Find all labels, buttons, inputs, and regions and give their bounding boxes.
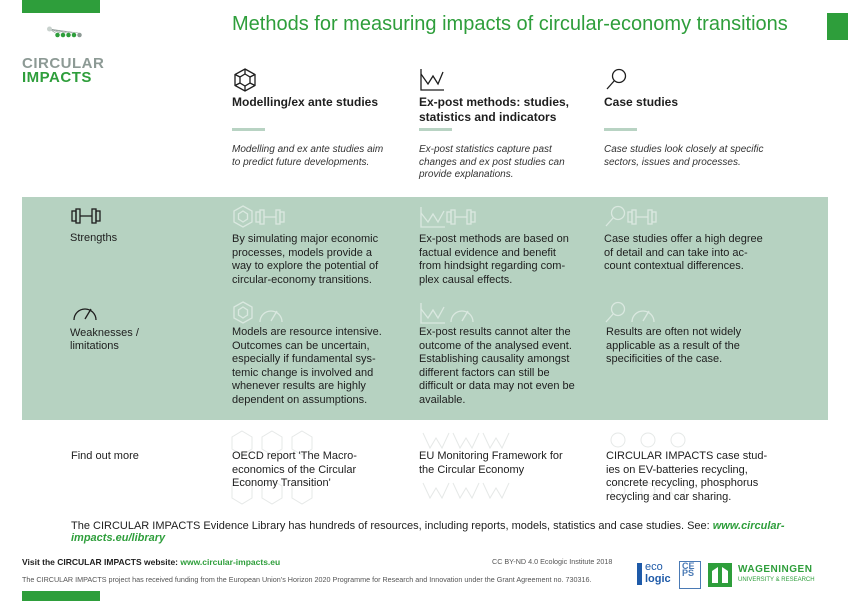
row-label-weaknesses: Weaknesses / limitations — [70, 327, 139, 352]
wageningen-mark-icon — [708, 563, 732, 587]
bottom-left-accent-bar — [22, 591, 100, 601]
expost-strength-icon — [419, 205, 479, 229]
column-description-expost: Ex-post statistics capture past changes and ex post studies can provide explanations. — [419, 144, 565, 180]
wageningen-logo-line2: UNIVERSITY & RESEARCH — [738, 577, 815, 583]
modelling-strength-icon — [232, 205, 288, 229]
evidence-library-text: The CIRCULAR IMPACTS Evidence Library has hundreds of resources, including reports, models, statistics and case studies. See: — [71, 520, 713, 532]
column-divider-modelling — [232, 128, 265, 131]
link-oecd-report[interactable]: OECD report 'The Macro- economics of the Circular Economy Transition' — [232, 450, 357, 489]
evidence-library-link[interactable]: www.circular-impacts.eu/library — [71, 520, 785, 544]
cell-case-strengths: Case studies offer a high degree of detail and can take into ac- count contextual differences. — [604, 233, 763, 272]
expost-weakness-icon — [419, 302, 479, 324]
hexagon-network-icon — [232, 68, 258, 92]
circular-impacts-logo-icon — [22, 26, 112, 56]
row-label-find-out-more: Find out more — [71, 450, 139, 462]
top-left-accent-bar — [22, 0, 100, 13]
case-strength-icon — [604, 205, 660, 229]
dumbbell-icon — [70, 208, 102, 224]
column-heading-expost: Ex-post methods: studies, statistics and indicators — [419, 95, 570, 124]
cell-modelling-weaknesses: Models are resource intensive. Outcomes can be uncertain, especially if fundamental sys- temic change is involved and whenever results are highly dependent on assumptions. — [232, 326, 382, 406]
top-right-accent-bar — [827, 13, 848, 40]
column-description-modelling: Modelling and ex ante studies aim to predict future developments. — [232, 144, 384, 168]
logo-wordmark-line2: IMPACTS — [22, 69, 92, 86]
logo-wordmark-line1: CIRCULAR — [22, 55, 105, 72]
column-description-case-studies: Case studies look closely at specific sectors, issues and processes. — [604, 144, 764, 168]
column-divider-expost — [419, 128, 452, 131]
ceps-logo-text: CEPS — [682, 561, 695, 578]
magnifier-icon — [604, 68, 630, 92]
ecologic-logo-line2: logic — [645, 573, 671, 585]
evidence-library-note — [71, 520, 848, 544]
footer-funding-note: The CIRCULAR IMPACTS project has received funding from the European Union’s Horizon 2020 Programme for Research and Innovation under the Grant Agreement no. 730316. — [22, 575, 592, 584]
wageningen-logo-line1: WAGENINGEN — [738, 564, 813, 575]
cell-case-weaknesses: Results are often not widely applicable as a result of the specificities of the case. — [606, 326, 742, 365]
ecologic-logo — [637, 561, 673, 589]
row-label-strengths: Strengths — [70, 232, 118, 244]
line-chart-icon — [419, 68, 445, 92]
cell-expost-strengths: Ex-post methods are based on factual evidence and benefit from hindsight regarding com- plex causal effects. — [419, 233, 569, 286]
link-case-studies[interactable]: CIRCULAR IMPACTS case stud- ies on EV-batteries recycling, concrete recycling, phosphorus recycling and car sharing. — [606, 450, 768, 503]
footer-visit — [22, 557, 280, 567]
column-heading-modelling: Modelling/ex ante studies — [232, 95, 379, 109]
modelling-weakness-icon — [232, 302, 288, 324]
footer-visit-text: Visit the CIRCULAR IMPACTS website: — [22, 557, 181, 567]
column-divider-case-studies — [604, 128, 637, 131]
ecologic-logo-line1: eco — [645, 561, 663, 573]
gauge-icon — [72, 302, 98, 322]
wageningen-logo — [708, 561, 830, 589]
page-title: Methods for measuring impacts of circular-economy transitions — [232, 13, 788, 35]
footer-website-link[interactable]: www.circular-impacts.eu — [180, 557, 281, 567]
ceps-logo — [679, 561, 701, 589]
column-heading-case-studies: Case studies — [604, 95, 679, 109]
cell-modelling-strengths: By simulating major economic processes, models provide a way to explore the potential of circular-economy transitions. — [232, 233, 379, 286]
footer-license: CC BY-ND 4.0 Ecologic Institute 2018 — [492, 557, 613, 566]
link-eu-monitoring-framework[interactable]: EU Monitoring Framework for the Circular Economy — [419, 450, 563, 476]
case-weakness-icon — [604, 302, 660, 324]
cell-expost-weaknesses: Ex-post results cannot alter the outcome of the analysed event. Establishing causality amongst different factors can still be difficult or data may not even be available. — [419, 326, 575, 406]
